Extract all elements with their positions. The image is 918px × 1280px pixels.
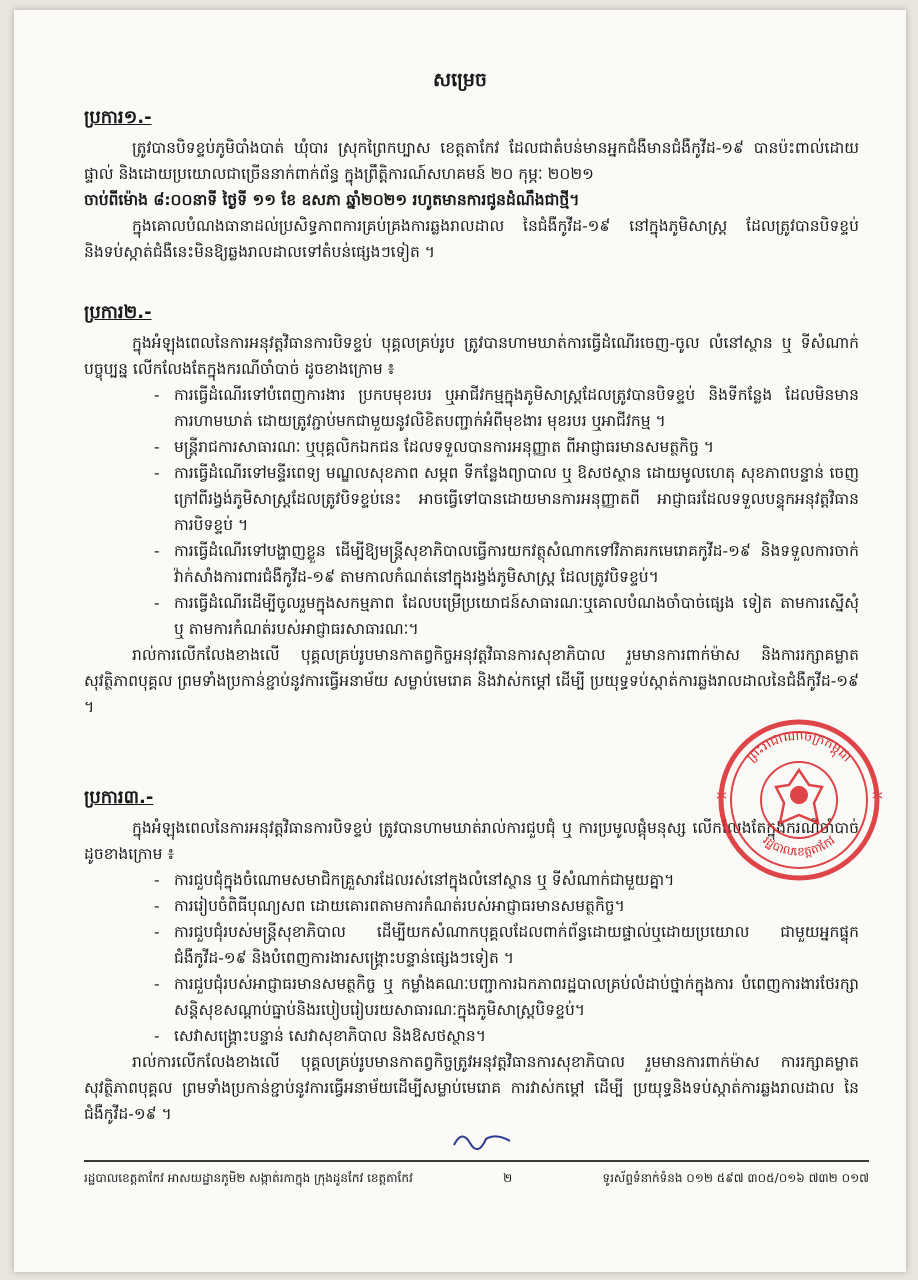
list-item: - សេវាសង្គ្រោះបន្ទាន់ សេវាសុខាភិបាល និងឱសថស្ថាន។	[154, 1027, 486, 1045]
list-item-text: ការរៀបចំពិធីបុណ្យសព ដោយគោរពតាមការកំណត់របស់អាជ្ញាធរមានសមត្ថកិច្ច។	[174, 897, 625, 915]
list-item-text: ការជួបជុំក្នុងចំណោមសមាជិកគ្រួសារដែលរស់នៅក្នុងលំនៅស្ថាន ឬ ទីសំណាក់ជាមួយគ្នា។	[174, 871, 675, 889]
signature-mark	[452, 1125, 512, 1155]
article-2-body	[84, 330, 859, 720]
list-item-text: ការជួបជុំរបស់មន្ត្រីសុខាភិបាល ដើម្បីយកសំណាកបុគ្គលដែលពាក់ព័ន្ធដោយផ្ទាល់ឬដោយប្រយោល ជាមួយអ្នកផ្ទុកជំងឺកូវីដ-១៩ និងបំពេញការងារសង្គ្រោះបន្ទាន់ផ្សេងៗទៀត ។	[174, 923, 859, 967]
list-item-text: មន្ត្រីរាជការសាធារណៈ ឬបុគ្គលិកឯកជន ដែលទទួលបានការអនុញ្ញាត ពីអាជ្ញាធរមានសមត្ថកិច្ច ។	[174, 438, 714, 456]
page-footer	[84, 1170, 869, 1188]
article-1-body	[84, 135, 859, 265]
article-1-effective-date: ចាប់ពីម៉ោង ៨:០០នាទី ថ្ងៃទី ១១ ខែ ឧសភា ឆ្នាំ២០២១ រហូតមានការជូនដំណឹងជាថ្មី។	[84, 191, 580, 209]
list-item-text: ការធ្វើដំណើរទៅបង្ហាញខ្លួន ដើម្បីឱ្យមន្ត្រីសុខាភិបាលធ្វើការយកវត្ថុសំណាកទៅវិភាគរកមេរោគកូវីដ-១៩ និងទទួលការចាក់វ៉ាក់សាំងការពារជំងឺកូវីដ-១៩ តាមកាលកំណត់នៅក្នុងរង្វង់ភូមិសាស្ត្រ ដែលត្រូវបិទខ្ទប់។	[174, 542, 859, 586]
article-2-title: ប្រការ២.-	[84, 302, 152, 323]
list-item: - ការធ្វើដំណើរទៅបង្ហាញខ្លួន ដើម្បីឱ្យមន្ត្រីសុខាភិបាលធ្វើការយកវត្ថុសំណាកទៅវិភាគរកមេរោគកូវីដ-១៩ និងទទួលការចាក់វ៉ាក់សាំងការពារជំងឺកូវីដ-១៩ តាមកាលកំណត់នៅក្នុងរង្វង់ភូមិសាស្ត្រ ដែលត្រូវបិទខ្ទប់។	[154, 542, 859, 586]
footer-phone: ទូរស័ព្ទទំនាក់ទំនង ០១២ ៥៩៧ ៣០៥/០១៦ ៧៣២ ០១៧	[602, 1171, 869, 1185]
list-item: - ការធ្វើដំណើរទៅមន្ទីរពេទ្យ មណ្ឌលសុខភាព សម្ភព ទីកន្លែងព្យាបាល ឬ ឱសថស្ថាន ដោយមូលហេតុ សុខភាពបន្ទាន់ ចេញក្រៅពីរង្វង់ភូមិសាស្ត្រដែលត្រូវបិទខ្ទប់នេះ អាចធ្វើទៅបានដោយមានការអនុញ្ញាតពី អាជ្ញាធរដែលទទួលបន្ទុកអនុវត្តវិធានការបិទខ្ទប់ ។	[154, 464, 859, 534]
article-2-closing: រាល់ការលើកលែងខាងលើ បុគ្គលគ្រប់រូបមានកាតព្វកិច្ចអនុវត្តវិធានការសុខាភិបាល រួមមានការពាក់ម៉ាស និងការរក្សាគម្លាតសុវត្ថិភាពបុគ្គល ព្រមទាំងប្រកាន់ខ្ជាប់នូវការធ្វើអនាម័យ សម្លាប់មេរោគ និងវាស់កម្ដៅ ដើម្បី ប្រយុទ្ធទប់ស្កាត់ការឆ្លងរាលដាលនៃជំងឺកូវីដ-១៩ ។	[84, 646, 859, 716]
svg-text:*: *	[872, 788, 883, 813]
document-heading: សម្រេច	[433, 69, 487, 91]
article-3-intro: ក្នុងអំឡុងពេលនៃការអនុវត្តវិធានការបិទខ្ទប់ ត្រូវបានហាមឃាត់រាល់ការជួបជុំ ឬ ការប្រមូលផ្តុំមនុស្ស លើកលែងតែក្នុងករណីចាំបាច់ ដូចខាងក្រោម ៖	[84, 819, 859, 863]
seal-text-bottom: រដ្ឋបាលខេត្តតាកែវ	[760, 833, 838, 859]
list-item: - ការរៀបចំពិធីបុណ្យសព ដោយគោរពតាមការកំណត់របស់អាជ្ញាធរមានសមត្ថកិច្ច។	[154, 897, 625, 915]
footer-divider	[84, 1160, 869, 1162]
list-item: - ការជួបជុំរបស់មន្ត្រីសុខាភិបាល ដើម្បីយកសំណាកបុគ្គលដែលពាក់ព័ន្ធដោយផ្ទាល់ឬដោយប្រយោល ជាមួយអ្នកផ្ទុកជំងឺកូវីដ-១៩ និងបំពេញការងារសង្គ្រោះបន្ទាន់ផ្សេងៗទៀត ។	[154, 923, 859, 967]
article-3-title: ប្រការ៣.-	[84, 787, 154, 808]
article-1-paragraph: ត្រូវបានបិទខ្ទប់ភូមិបាំងបាត់ ឃុំបារ ស្រុកព្រៃកប្បាស ខេត្តតាកែវ ដែលជាតំបន់មានអ្នកជំងឺមានជំងឺកូវីដ-១៩ បានប៉ះពាល់ដោយផ្ទាល់ និងដោយប្រយោលជាច្រើននាក់ពាក់ព័ន្ធ ក្នុងព្រឹត្តិការណ៍សហគមន៍ ២០ កុម្ភៈ ២០២១	[84, 139, 859, 183]
list-item-text: ការធ្វើដំណើរទៅបំពេញការងារ ប្រកបមុខរបរ ឬអាជីវកម្មក្នុងភូមិសាស្ត្រដែលត្រូវបានបិទខ្ទប់ និងទីកន្លែង ដែលមិនមានការហាមឃាត់ ដោយត្រូវភ្ជាប់មកជាមួយនូវលិខិតបញ្ជាក់អំពីមុខងារ មុខរបរ ឬអាជីវកម្ម ។	[174, 386, 859, 430]
footer-page-number: ២	[503, 1171, 513, 1185]
list-item-text: សេវាសង្គ្រោះបន្ទាន់ សេវាសុខាភិបាល និងឱសថស្ថាន។	[174, 1027, 486, 1045]
seal-text-top: ព្រះរាជាណាចក្រកម្ពុជា	[744, 728, 855, 766]
article-2-exception-list	[84, 382, 859, 642]
article-1-title: ប្រការ១.-	[84, 107, 152, 128]
svg-text:*: *	[716, 788, 727, 813]
article-2-intro: ក្នុងអំឡុងពេលនៃការអនុវត្តវិធានការបិទខ្ទប់ បុគ្គលគ្រប់រូប ត្រូវបានហាមឃាត់ការធ្វើដំណើរចេញ-ចូល លំនៅស្ថាន ឬ ទីសំណាក់បច្ចុប្បន្ន លើកលែងតែក្នុងករណីចាំបាច់ ដូចខាងក្រោម ៖	[84, 334, 859, 378]
list-item: - ការជួបជុំរបស់អាជ្ញាធរមានសមត្ថកិច្ច ឬ កម្លាំងគណៈបញ្ជាការឯកភាពរដ្ឋបាលគ្រប់លំដាប់ថ្នាក់ក្នុងការ បំពេញការងារថែរក្សាសន្តិសុខសណ្ដាប់ធ្នាប់និងរបៀបរៀបរយសាធារណៈក្នុងភូមិសាស្ត្របិទខ្ទប់។	[154, 975, 859, 1019]
list-item: - ការធ្វើដំណើរដើម្បីចូលរួមក្នុងសកម្មភាព ដែលបម្រើប្រយោជន៍សាធារណៈឬគោលបំណងចាំបាច់ផ្សេង ទៀត តាមការស្នើសុំ ឬ តាមការកំណត់របស់អាជ្ញាធរសាធារណៈ។	[154, 594, 859, 638]
list-item-text: ការធ្វើដំណើរដើម្បីចូលរួមក្នុងសកម្មភាព ដែលបម្រើប្រយោជន៍សាធារណៈឬគោលបំណងចាំបាច់ផ្សេង ទៀត តាមការស្នើសុំ ឬ តាមការកំណត់របស់អាជ្ញាធរសាធារណៈ។	[174, 594, 859, 638]
article-3-closing: រាល់ការលើកលែងខាងលើ បុគ្គលគ្រប់រូបមានកាតព្វកិច្ចត្រូវអនុវត្តវិធានការសុខាភិបាល រួមមានការពាក់ម៉ាស ការរក្សាគម្លាតសុវត្ថិភាពបុគ្គល ព្រមទាំងប្រកាន់ខ្ជាប់នូវការធ្វើអនាម័យដើម្បីសម្លាប់មេរោគ ការវាស់កម្ដៅ ដើម្បី ប្រយុទ្ធនិងទប់ស្កាត់ការឆ្លងរាលដាល នៃជំងឺកូវីដ-១៩ ។	[84, 1053, 859, 1123]
list-item: - មន្ត្រីរាជការសាធារណៈ ឬបុគ្គលិកឯកជន ដែលទទួលបានការអនុញ្ញាត ពីអាជ្ញាធរមានសមត្ថកិច្ច ។	[154, 438, 714, 456]
footer-address: រដ្ឋបាលខេត្តតាកែវ អាសយដ្ឋានភូមិ២ សង្កាត់រកាក្នុង ក្រុងដូនកែវ ខេត្តតាកែវ	[84, 1171, 413, 1185]
document-page	[14, 10, 906, 1272]
list-item-text: ការជួបជុំរបស់អាជ្ញាធរមានសមត្ថកិច្ច ឬ កម្លាំងគណៈបញ្ជាការឯកភាពរដ្ឋបាលគ្រប់លំដាប់ថ្នាក់ក្នុងការ បំពេញការងារថែរក្សាសន្តិសុខសណ្ដាប់ធ្នាប់និងរបៀបរៀបរយសាធារណៈក្នុងភូមិសាស្ត្របិទខ្ទប់។	[174, 975, 859, 1019]
list-item: - ការជួបជុំក្នុងចំណោមសមាជិកគ្រួសារដែលរស់នៅក្នុងលំនៅស្ថាន ឬ ទីសំណាក់ជាមួយគ្នា។	[154, 871, 675, 889]
list-item-text: ការធ្វើដំណើរទៅមន្ទីរពេទ្យ មណ្ឌលសុខភាព សម្ភព ទីកន្លែងព្យាបាល ឬ ឱសថស្ថាន ដោយមូលហេតុ សុខភាពបន្ទាន់ ចេញក្រៅពីរង្វង់ភូមិសាស្ត្រដែលត្រូវបិទខ្ទប់នេះ អាចធ្វើទៅបានដោយមានការអនុញ្ញាតពី អាជ្ញាធរដែលទទួលបន្ទុកអនុវត្តវិធានការបិទខ្ទប់ ។	[174, 464, 859, 534]
official-seal-stamp	[714, 715, 884, 885]
article-3-exception-list	[84, 867, 859, 1049]
list-item: - ការធ្វើដំណើរទៅបំពេញការងារ ប្រកបមុខរបរ ឬអាជីវកម្មក្នុងភូមិសាស្ត្រដែលត្រូវបានបិទខ្ទប់ និងទីកន្លែង ដែលមិនមានការហាមឃាត់ ដោយត្រូវភ្ជាប់មកជាមួយនូវលិខិតបញ្ជាក់អំពីមុខងារ មុខរបរ ឬអាជីវកម្ម ។	[154, 386, 859, 430]
article-1-purpose: ក្នុងគោលបំណងធានាដល់ប្រសិទ្ធភាពការគ្រប់គ្រងការឆ្លងរាលដាល នៃជំងឺកូវីដ-១៩ នៅក្នុងភូមិសាស្ត្រ ដែលត្រូវបានបិទខ្ទប់ និងទប់ស្កាត់ជំងឺនេះមិនឱ្យឆ្លងរាលដាលទៅតំបន់ផ្សេងៗទៀត ។	[84, 217, 859, 261]
